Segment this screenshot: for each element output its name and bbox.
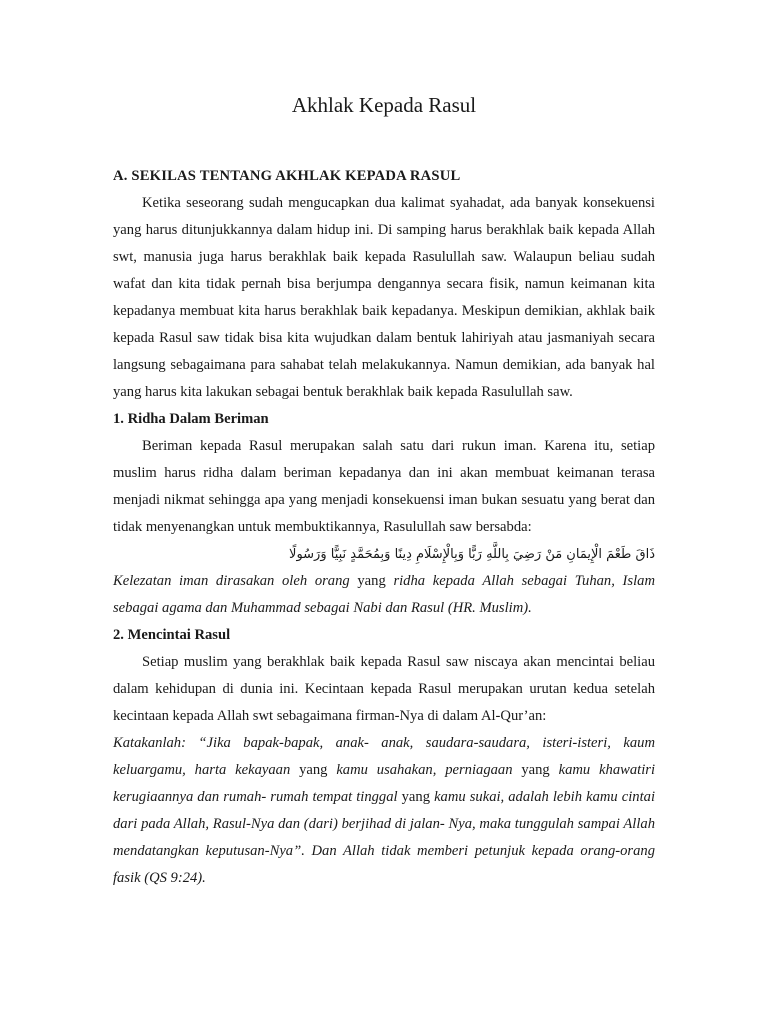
quote-part-2: yang: [290, 762, 337, 778]
quote-part-5: kamu khawatiri kerugiaannya dan rumah- rumah tempat tinggal: [113, 762, 655, 805]
section-a-heading: A. SEKILAS TENTANG AKHLAK KEPADA RASUL: [113, 168, 461, 184]
translation-part-2: yang: [349, 573, 394, 589]
section-1-heading: 1. Ridha Dalam Beriman: [113, 411, 269, 427]
translation-part-3: ridha kepada Allah sebagai Tuhan, Islam sebagai agama dan Muhammad sebagai Nabi dan Rasul (HR. Muslim).: [113, 573, 655, 616]
quran-quote: [113, 730, 655, 892]
quote-part-1: Katakanlah: “Jika bapak-bapak, anak- anak, saudara-saudara, isteri-isteri, kaum keluargamu, harta kekayaan: [113, 735, 655, 778]
page-title: Akhlak Kepada Rasul: [291, 93, 477, 117]
section-a-paragraph: Ketika seseorang sudah mengucapkan dua kalimat syahadat, ada banyak konsekuensi yang harus ditunjukkannya dalam hidup ini. Di samping harus berakhlak baik kepada Allah swt, manusia juga harus berakhlak baik kepada Rasulullah saw. Walaupun beliau sudah wafat dan kita tidak pernah bisa berjumpa dengannya secara fisik, namun keimanan kita kepadanya membuat kita harus berakhlak baik kepadanya. Meskipun demikian, akhlak baik kepada Rasul saw tidak bisa kita wujudkan dalam bentuk lahiriyah atau jasmaniyah secara langsung sebagaimana para sahabat telah melakukannya. Namun demikian, ada banyak hal yang harus kita lakukan sebagai bentuk berakhlak baik kepada Rasulullah saw.: [113, 195, 655, 400]
hadith-translation: [113, 568, 655, 622]
hadith-arabic-text: ذَاقَ طَعْمَ الْإِيمَانِ مَنْ رَضِيَ بِاللَّهِ رَبًّا وَبِالْإِسْلَامِ دِينًا وَبِمُحَمَّدٍ نَبِيًّا وَرَسُولًا: [289, 547, 655, 562]
quote-part-7: kamu sukai, adalah lebih kamu cintai dari pada Allah, Rasul-Nya dan (dari) berjihad di jalan- Nya, maka tunggulah sampai Allah mendatangkan keputusan-Nya”. Dan Allah tidak memberi petunjuk kepada orang-orang fasik (QS 9:24).: [113, 789, 655, 886]
quote-part-3: kamu usahakan, perniagaan: [336, 762, 513, 778]
section-1-paragraph: Beriman kepada Rasul merupakan salah satu dari rukun iman. Karena itu, setiap muslim harus ridha dalam beriman kepadanya dan ini akan membuat keimanan terasa menjadi nikmat sehingga apa yang menjadi konsekuensi iman bukan sesuatu yang berat dan tidak menyenangkan untuk membuktikannya, Rasulullah saw bersabda:: [113, 438, 655, 535]
document-body: [113, 163, 655, 892]
translation-part-1: Kelezatan iman dirasakan oleh orang: [113, 573, 350, 589]
quote-part-4: yang: [512, 762, 559, 778]
section-2-heading: 2. Mencintai Rasul: [113, 627, 231, 643]
section-2-paragraph: Setiap muslim yang berakhlak baik kepada Rasul saw niscaya akan mencintai beliau dalam kehidupan di dunia ini. Kecintaan kepada Rasul merupakan urutan kedua setelah kecintaan kepada Allah swt sebagaimana firman-Nya di dalam Al-Qur’an:: [113, 654, 655, 724]
quote-part-6: yang: [397, 789, 435, 805]
